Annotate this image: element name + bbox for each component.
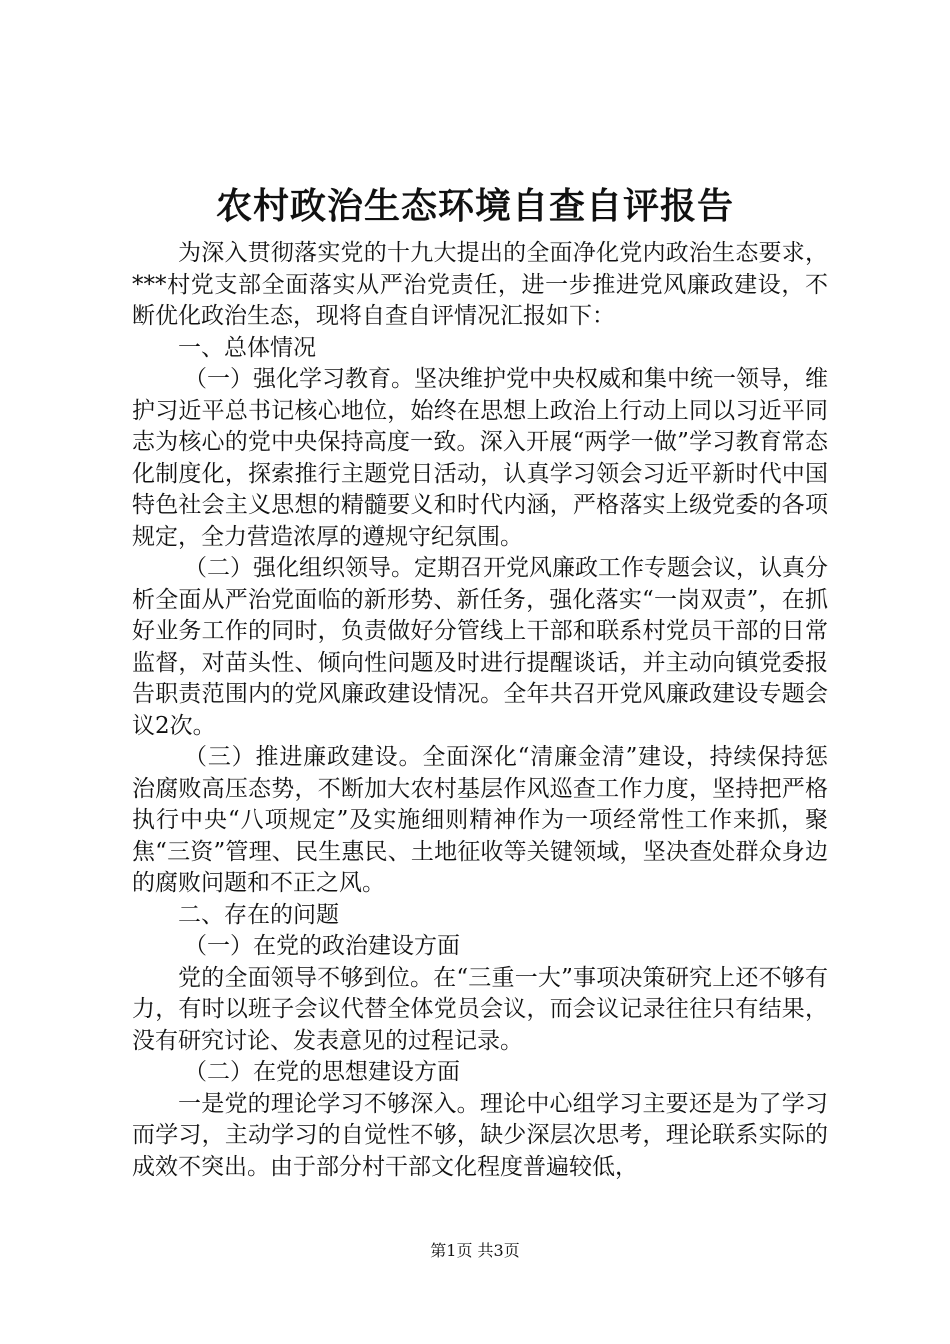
section-heading-overview: 一、总体情况 (178, 334, 316, 361)
page-footer: 第1页 共3页 (430, 1241, 520, 1260)
paragraph-study-education: （一）强化学习教育。坚决维护党中央权威和集中统一领导，维护习近平总书记核心地位，始终在思想上政治上行动上同以习近平同志为核心的党中央保持高度一致。深入开展“两学一做”学习教育常态化制度化，探索推行主题党日活动，认真学习领会习近平新时代中国特色社会主义思想的精髓要义和时代内涵，严格落实上级党委的各项规定，全力营造浓厚的遵规守纪氛围。 (132, 366, 828, 550)
subheading-ideological-construction: （二）在党的思想建设方面 (184, 1059, 460, 1085)
paragraph-integrity-building: （三）推进廉政建设。全面深化“清廉金清”建设，持续保持惩治腐败高压态势，不断加大农村基层作风巡查工作力度，坚持把严格执行中央“八项规定”及实施细则精神作为一项经常性工作来抓，聚焦“三资”管理、民生惠民、土地征收等关键领域，坚决查处群众身边的腐败问题和不正之风。 (132, 744, 828, 896)
paragraph-organization-leadership: （二）强化组织领导。定期召开党风廉政工作专题会议，认真分析全面从严治党面临的新形势、新任务，强化落实“一岗双责”，在抓好业务工作的同时，负责做好分管线上干部和联系村党员干部的日常监督，对苗头性、倾向性问题及时进行提醒谈话，并主动向镇党委报告职责范围内的党风廉政建设情况。全年共召开党风廉政建设专题会议2次。 (132, 555, 828, 739)
intro-paragraph: 为深入贯彻落实党的十九大提出的全面净化党内政治生态要求，***村党支部全面落实从严治党责任，进一步推进党风廉政建设，不断优化政治生态，现将自查自评情况汇报如下： (132, 240, 828, 329)
section-heading-problems: 二、存在的问题 (178, 901, 339, 928)
paragraph-leadership-issue: 党的全面领导不够到位。在“三重一大”事项决策研究上还不够有力，有时以班子会议代替全体党员会议，而会议记录往往只有结果，没有研究讨论、发表意见的过程记录。 (132, 964, 828, 1054)
subheading-political-construction: （一）在党的政治建设方面 (184, 933, 460, 959)
paragraph-theory-study-issue: 一是党的理论学习不够深入。理论中心组学习主要还是为了学习而学习，主动学习的自觉性不够，缺少深层次思考，理论联系实际的成效不突出。由于部分村干部文化程度普遍较低， (132, 1090, 828, 1180)
document-body (132, 238, 828, 1183)
document-title: 农村政治生态环境自查自评报告 (215, 185, 734, 227)
